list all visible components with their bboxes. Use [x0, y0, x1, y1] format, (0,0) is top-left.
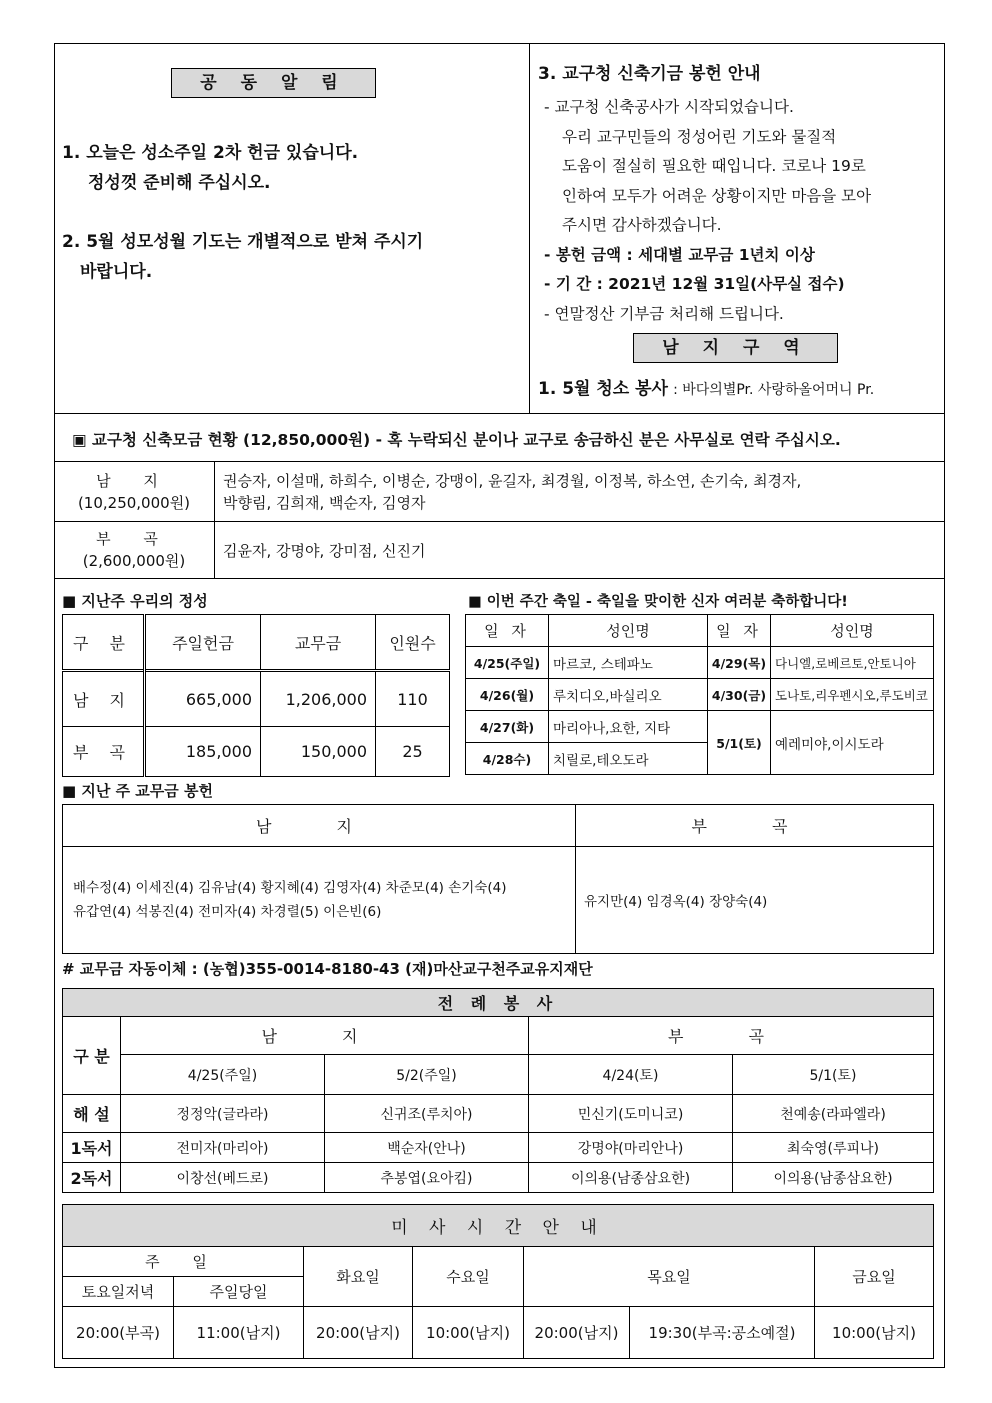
top-bottom-line: [54, 413, 945, 414]
feast-table: [465, 614, 934, 775]
diocese-line-2: 우리 교구민들의 정성어린 기도와 물질적: [562, 127, 837, 146]
feast-date: 4/30(금): [708, 679, 771, 711]
feast-names: 다니엘,로베르토,안토니아: [771, 647, 934, 679]
diocese-line-3: 도움이 절실히 필요한 때입니다. 코로나 19로: [562, 157, 866, 175]
offering-bugok-dues: 150,000: [261, 727, 376, 777]
notice-item-2-line1: 2. 5월 성모성월 기도는 개별적으로 받쳐 주시기: [62, 232, 424, 252]
dues-namji-line-1: 배수정(4) 이세진(4) 김유남(4) 황지혜(4) 김영자(4) 차준모(4) 손기숙(4): [73, 880, 507, 896]
diocese-title: 3. 교구청 신축기금 봉헌 안내: [538, 64, 761, 84]
fund-bugok-area: 부 곡: [96, 530, 172, 548]
offering-namji-dues: 1,206,000: [261, 671, 376, 727]
liturgy-cell: 최숙영(루피나): [733, 1133, 934, 1163]
feast-names: 마리아나,요한, 지타: [549, 711, 708, 743]
namji-cleaning-label: 1. 5월 청소 봉사: [538, 379, 668, 399]
notice-item-2: [62, 227, 522, 287]
feast-date: 4/27(화): [466, 711, 549, 743]
fund-namji-names-2: 박향림, 김희재, 백순자, 김영자: [223, 493, 426, 512]
mass-wed-header: 수요일: [413, 1247, 524, 1307]
liturgy-role: 해 설: [63, 1095, 121, 1133]
fund-namji-cell: [54, 462, 215, 522]
offering-bugok-sunday: 185,000: [145, 727, 261, 777]
fund-namji-area: 남 지: [96, 471, 172, 490]
dues-bugok-line: 유지만(4) 임경옥(4) 장양숙(4): [584, 894, 768, 910]
feast-header-name-2: 성인명: [771, 615, 934, 647]
namji-area-title: 남 지 구 역: [633, 333, 838, 363]
liturgy-date: 5/2(주일): [325, 1055, 529, 1095]
feast-date: 4/29(목): [708, 647, 771, 679]
diocese-line-5: 주시면 감사하겠습니다.: [562, 216, 722, 234]
offering-header-dues: 교무금: [261, 615, 376, 671]
notice-item-1-line1: 1. 오늘은 성소주일 2차 헌금 있습니다.: [62, 143, 359, 163]
feast-header-name-1: 성인명: [549, 615, 708, 647]
feast-names: 마르코, 스테파노: [549, 647, 708, 679]
offering-header-count: 인원수: [376, 615, 450, 671]
liturgy-cell: 이창선(베드로): [121, 1163, 325, 1193]
dues-table: [62, 804, 934, 954]
dues-namji-line-2: 유갑연(4) 석봉진(4) 전미자(4) 차경렬(5) 이은빈(6): [73, 904, 382, 920]
liturgy-cell: 이의용(남종삼요한): [733, 1163, 934, 1193]
auto-transfer-note: # 교무금 자동이체 : (농협)355-0014-8180-43 (재)마산교구천주교유지재단: [62, 960, 593, 978]
mass-time: 10:00(남지): [815, 1307, 934, 1359]
liturgy-cell: 정정악(글라라): [121, 1095, 325, 1133]
dues-namji-names: [63, 847, 576, 954]
liturgy-cell: 백순자(안나): [325, 1133, 529, 1163]
offering-bugok-count: 25: [376, 727, 450, 777]
mass-title: 미 사 시 간 안 내: [63, 1205, 934, 1247]
mass-time: 20:00(부곡): [63, 1307, 174, 1359]
liturgy-role: 2독서: [63, 1163, 121, 1193]
mass-sun-day-header: 주일당일: [174, 1277, 304, 1307]
feast-header-date-2: 일 자: [708, 615, 771, 647]
notice-item-2-line2: 바랍니다.: [80, 262, 153, 282]
feast-names: 치릴로,테오도라: [549, 743, 708, 775]
offering-title: ■ 지난주 우리의 정성: [62, 592, 208, 610]
feast-names: 도나토,리우펜시오,루도비코: [771, 679, 934, 711]
liturgy-bugok-header: 부 곡: [529, 1017, 934, 1055]
fund-table: [54, 461, 945, 579]
diocese-line-1: - 교구청 신축공사가 시작되었습니다.: [544, 98, 794, 116]
offering-namji-count: 110: [376, 671, 450, 727]
mass-time: 10:00(남지): [413, 1307, 524, 1359]
feast-date: 4/25(주일): [466, 647, 549, 679]
mass-table: [62, 1204, 934, 1359]
liturgy-gubun: 구 분: [63, 1017, 121, 1095]
offering-header-sunday: 주일헌금: [145, 615, 261, 671]
offering-bugok-area: 부 곡: [63, 727, 145, 777]
fund-namji-amount: (10,250,000원): [77, 493, 191, 512]
liturgy-cell: 천예송(라파엘라): [733, 1095, 934, 1133]
fund-namji-names: [215, 462, 946, 522]
mass-sunday-header: 주 일: [63, 1247, 304, 1277]
mass-sat-eve-header: 토요일저녁: [63, 1277, 174, 1307]
top-divider: [529, 43, 530, 413]
liturgy-date: 4/25(주일): [121, 1055, 325, 1095]
fund-bugok-amount: (2,600,000원): [82, 552, 186, 570]
mass-time: 20:00(남지): [304, 1307, 413, 1359]
dues-bugok-names: [576, 847, 934, 954]
diocese-period: - 기 간 : 2021년 12월 31일(사무실 접수): [544, 275, 845, 293]
diocese-amount: - 봉헌 금액 : 세대별 교무금 1년치 이상: [544, 245, 815, 264]
offering-header-gubun: 구 분: [63, 615, 145, 671]
liturgy-date: 4/24(토): [529, 1055, 733, 1095]
liturgy-namji-header: 남 지: [121, 1017, 529, 1055]
fund-bugok-names-1: 김윤자, 강명야, 강미점, 신진기: [223, 541, 426, 560]
offering-table: [62, 614, 450, 777]
liturgy-cell: 전미자(마리아): [121, 1133, 325, 1163]
dues-bugok-header: 부 곡: [576, 805, 934, 847]
mass-tue-header: 화요일: [304, 1247, 413, 1307]
mass-time: 19:30(부곡:공소예절): [630, 1307, 815, 1359]
liturgy-table: [62, 988, 934, 1193]
fund-bugok-cell: [54, 522, 215, 579]
common-notice-title: 공 동 알 림: [171, 68, 376, 98]
liturgy-cell: 추봉엽(요아킴): [325, 1163, 529, 1193]
namji-cleaning: [538, 374, 874, 399]
feast-names: 루치디오,바실리오: [549, 679, 708, 711]
liturgy-cell: 신귀조(루치아): [325, 1095, 529, 1133]
liturgy-cell: 이의용(남종삼요한): [529, 1163, 733, 1193]
offering-namji-area: 남 지: [63, 671, 145, 727]
feast-names: 예레미야,이시도라: [771, 711, 934, 775]
diocese-paragraph: [544, 93, 939, 329]
feast-title: ■ 이번 주간 축일 - 축일을 맞이한 신자 여러분 축하합니다!: [468, 594, 848, 610]
feast-header-date-1: 일 자: [466, 615, 549, 647]
liturgy-role: 1독서: [63, 1133, 121, 1163]
fund-namji-names-1: 권승자, 이설매, 하희수, 이병순, 강맹이, 윤길자, 최경월, 이정복, 하소연, 손기숙, 최경자,: [223, 471, 802, 490]
fund-header: ▣ 교구청 신축모금 현황 (12,850,000원) - 혹 누락되신 분이나 교구로 송금하신 분은 사무실로 연락 주십시오.: [72, 431, 841, 449]
feast-date: 4/28수): [466, 743, 549, 775]
mass-time: 11:00(남지): [174, 1307, 304, 1359]
fund-bugok-names: [215, 522, 946, 579]
mass-fri-header: 금요일: [815, 1247, 934, 1307]
dues-title: ■ 지난 주 교무금 봉헌: [62, 782, 213, 800]
dues-namji-header: 남 지: [63, 805, 576, 847]
liturgy-cell: 민신기(도미니코): [529, 1095, 733, 1133]
offering-namji-sunday: 665,000: [145, 671, 261, 727]
liturgy-title: 전 례 봉 사: [63, 989, 934, 1017]
liturgy-cell: 강명야(마리안나): [529, 1133, 733, 1163]
diocese-line-4: 인하여 모두가 어려운 상황이지만 마음을 모아: [562, 186, 872, 205]
mass-time: 20:00(남지): [524, 1307, 630, 1359]
notice-item-1-line2: 정성껏 준비해 주십시오.: [88, 173, 271, 193]
mass-thu-header: 목요일: [524, 1247, 815, 1307]
notice-item-1: [62, 138, 522, 198]
diocese-tax: - 연말정산 기부금 처리해 드립니다.: [544, 304, 784, 323]
feast-date: 5/1(토): [708, 711, 771, 775]
liturgy-date: 5/1(토): [733, 1055, 934, 1095]
feast-date: 4/26(월): [466, 679, 549, 711]
namji-cleaning-value: : 바다의별Pr. 사랑하올어머니 Pr.: [673, 382, 875, 398]
